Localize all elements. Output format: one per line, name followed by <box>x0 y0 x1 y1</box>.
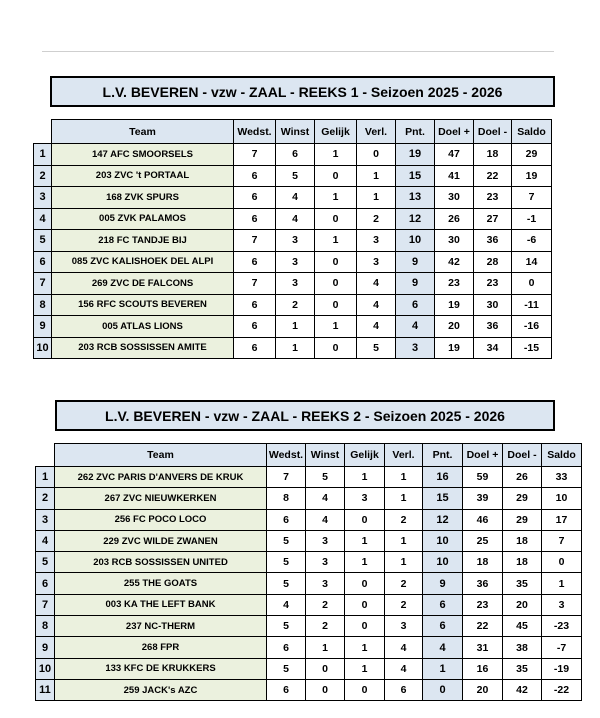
table-row <box>36 637 582 658</box>
rank-cell: 3 <box>36 509 55 530</box>
col-header-lost: Verl. <box>357 120 396 144</box>
draw-cell: 0 <box>315 273 357 295</box>
team-name-cell: 237 NC-THERM <box>55 616 267 637</box>
lost-cell: 3 <box>357 230 396 252</box>
rank-cell: 10 <box>36 658 55 679</box>
team-name-cell: 218 FC TANDJE BIJ <box>52 230 234 252</box>
points-cell: 1 <box>423 658 463 679</box>
goals-against-cell: 28 <box>474 251 512 273</box>
goal-diff-cell: -23 <box>542 616 582 637</box>
table-row <box>36 616 582 637</box>
lost-cell: 1 <box>385 530 423 551</box>
goal-diff-cell: 7 <box>512 187 552 209</box>
rank-cell: 8 <box>36 616 55 637</box>
won-cell: 5 <box>306 467 345 488</box>
lost-cell: 3 <box>357 251 396 273</box>
rank-cell: 10 <box>34 337 52 359</box>
won-cell: 0 <box>306 679 345 700</box>
lost-cell: 4 <box>385 658 423 679</box>
table-row <box>36 658 582 679</box>
table-row <box>34 251 552 273</box>
col-header-won: Winst <box>276 120 315 144</box>
rank-cell: 9 <box>36 637 55 658</box>
goals-against-cell: 18 <box>503 552 542 573</box>
draw-cell: 1 <box>345 658 385 679</box>
played-cell: 6 <box>234 337 276 359</box>
goal-diff-cell: -11 <box>512 294 552 316</box>
goal-diff-cell: -19 <box>542 658 582 679</box>
played-cell: 6 <box>234 294 276 316</box>
rank-cell: 2 <box>34 165 52 187</box>
team-name-cell: 269 ZVC DE FALCONS <box>52 273 234 295</box>
draw-cell: 0 <box>345 573 385 594</box>
draw-cell: 1 <box>345 530 385 551</box>
won-cell: 2 <box>306 616 345 637</box>
played-cell: 7 <box>234 273 276 295</box>
rank-cell: 5 <box>36 552 55 573</box>
goals-for-cell: 30 <box>435 230 474 252</box>
goals-for-cell: 42 <box>435 251 474 273</box>
goals-against-cell: 29 <box>503 488 542 509</box>
rank-cell: 7 <box>34 273 52 295</box>
goals-against-cell: 34 <box>474 337 512 359</box>
team-name-cell: 005 ATLAS LIONS <box>52 316 234 338</box>
team-name-cell: 133 KFC DE KRUKKERS <box>55 658 267 679</box>
played-cell: 8 <box>267 488 306 509</box>
col-header-played: Wedst. <box>234 120 276 144</box>
rank-cell: 4 <box>34 208 52 230</box>
standings-table-reeks-1 <box>33 119 552 359</box>
won-cell: 3 <box>276 230 315 252</box>
goal-diff-cell: 3 <box>542 594 582 615</box>
goals-against-cell: 22 <box>474 165 512 187</box>
col-header-draw: Gelijk <box>345 444 385 467</box>
goals-against-cell: 38 <box>503 637 542 658</box>
team-name-cell: 255 THE GOATS <box>55 573 267 594</box>
won-cell: 4 <box>276 187 315 209</box>
lost-cell: 0 <box>357 144 396 166</box>
points-cell: 3 <box>396 337 435 359</box>
rank-cell: 9 <box>34 316 52 338</box>
goal-diff-cell: -6 <box>512 230 552 252</box>
lost-cell: 1 <box>385 488 423 509</box>
standings-table-reeks-2 <box>35 443 582 701</box>
points-cell: 10 <box>396 230 435 252</box>
standings-title-reeks-1: L.V. BEVEREN - vzw - ZAAL - REEKS 1 - Seizoen 2025 - 2026 <box>50 76 555 107</box>
goals-against-cell: 20 <box>503 594 542 615</box>
won-cell: 0 <box>306 658 345 679</box>
goal-diff-cell: 0 <box>542 552 582 573</box>
goals-for-cell: 16 <box>463 658 503 679</box>
goals-against-cell: 35 <box>503 658 542 679</box>
played-cell: 6 <box>234 187 276 209</box>
goals-for-cell: 47 <box>435 144 474 166</box>
played-cell: 6 <box>267 509 306 530</box>
draw-cell: 0 <box>315 165 357 187</box>
lost-cell: 5 <box>357 337 396 359</box>
table-row <box>34 294 552 316</box>
goals-against-cell: 18 <box>474 144 512 166</box>
team-name-cell: 003 KA THE LEFT BANK <box>55 594 267 615</box>
goal-diff-cell: 17 <box>542 509 582 530</box>
goals-for-cell: 20 <box>435 316 474 338</box>
played-cell: 6 <box>234 208 276 230</box>
lost-cell: 6 <box>385 679 423 700</box>
table-row <box>36 573 582 594</box>
points-cell: 6 <box>423 616 463 637</box>
team-name-cell: 147 AFC SMOORSELS <box>52 144 234 166</box>
goal-diff-cell: 19 <box>512 165 552 187</box>
rank-cell: 8 <box>34 294 52 316</box>
col-header-won: Winst <box>306 444 345 467</box>
rank-cell: 6 <box>36 573 55 594</box>
team-name-cell: 156 RFC SCOUTS BEVEREN <box>52 294 234 316</box>
goals-for-cell: 23 <box>463 594 503 615</box>
header-corner <box>36 444 55 467</box>
points-cell: 9 <box>423 573 463 594</box>
draw-cell: 1 <box>345 467 385 488</box>
goals-for-cell: 18 <box>463 552 503 573</box>
goals-against-cell: 29 <box>503 509 542 530</box>
played-cell: 6 <box>267 679 306 700</box>
won-cell: 3 <box>306 552 345 573</box>
draw-cell: 0 <box>345 679 385 700</box>
lost-cell: 2 <box>385 573 423 594</box>
goals-against-cell: 35 <box>503 573 542 594</box>
lost-cell: 1 <box>385 552 423 573</box>
goal-diff-cell: -22 <box>542 679 582 700</box>
team-name-cell: 168 ZVK SPURS <box>52 187 234 209</box>
lost-cell: 4 <box>357 316 396 338</box>
draw-cell: 0 <box>315 208 357 230</box>
table-row <box>36 552 582 573</box>
team-name-cell: 203 RCB SOSSISSEN UNITED <box>55 552 267 573</box>
points-cell: 6 <box>396 294 435 316</box>
goals-for-cell: 41 <box>435 165 474 187</box>
won-cell: 1 <box>276 316 315 338</box>
played-cell: 5 <box>267 552 306 573</box>
played-cell: 5 <box>267 658 306 679</box>
rank-cell: 6 <box>34 251 52 273</box>
col-header-goal-diff: Saldo <box>512 120 552 144</box>
points-cell: 6 <box>423 594 463 615</box>
team-name-cell: 005 ZVK PALAMOS <box>52 208 234 230</box>
team-name-cell: 203 RCB SOSSISSEN AMITE <box>52 337 234 359</box>
won-cell: 2 <box>276 294 315 316</box>
draw-cell: 0 <box>315 337 357 359</box>
goals-for-cell: 30 <box>435 187 474 209</box>
top-divider <box>42 51 554 52</box>
team-name-cell: 259 JACK's AZC <box>55 679 267 700</box>
points-cell: 16 <box>423 467 463 488</box>
won-cell: 4 <box>306 488 345 509</box>
team-name-cell: 229 ZVC WILDE ZWANEN <box>55 530 267 551</box>
header-corner <box>34 120 52 144</box>
draw-cell: 0 <box>345 594 385 615</box>
col-header-goals-for: Doel + <box>435 120 474 144</box>
played-cell: 6 <box>234 316 276 338</box>
goal-diff-cell: -16 <box>512 316 552 338</box>
goals-against-cell: 18 <box>503 530 542 551</box>
draw-cell: 0 <box>315 251 357 273</box>
goals-against-cell: 26 <box>503 467 542 488</box>
table-row <box>34 273 552 295</box>
team-name-cell: 203 ZVC 't PORTAAL <box>52 165 234 187</box>
won-cell: 3 <box>306 573 345 594</box>
goals-for-cell: 22 <box>463 616 503 637</box>
standings-title-reeks-2: L.V. BEVEREN - vzw - ZAAL - REEKS 2 - Seizoen 2025 - 2026 <box>55 400 555 431</box>
goal-diff-cell: 7 <box>542 530 582 551</box>
goal-diff-cell: 29 <box>512 144 552 166</box>
won-cell: 1 <box>276 337 315 359</box>
col-header-points: Pnt. <box>423 444 463 467</box>
team-name-cell: 268 FPR <box>55 637 267 658</box>
col-header-goal-diff: Saldo <box>542 444 582 467</box>
table-row <box>36 467 582 488</box>
won-cell: 4 <box>276 208 315 230</box>
goals-against-cell: 36 <box>474 316 512 338</box>
goals-for-cell: 25 <box>463 530 503 551</box>
won-cell: 5 <box>276 165 315 187</box>
col-header-team: Team <box>55 444 267 467</box>
draw-cell: 1 <box>345 637 385 658</box>
rank-cell: 11 <box>36 679 55 700</box>
table-row <box>34 144 552 166</box>
table-row <box>34 337 552 359</box>
team-name-cell: 085 ZVC KALISHOEK DEL ALPI <box>52 251 234 273</box>
goals-for-cell: 31 <box>463 637 503 658</box>
goals-for-cell: 19 <box>435 337 474 359</box>
played-cell: 7 <box>267 467 306 488</box>
lost-cell: 4 <box>385 637 423 658</box>
played-cell: 7 <box>234 230 276 252</box>
played-cell: 5 <box>267 616 306 637</box>
lost-cell: 1 <box>357 165 396 187</box>
table-row <box>36 488 582 509</box>
played-cell: 6 <box>267 637 306 658</box>
goal-diff-cell: -7 <box>542 637 582 658</box>
goals-against-cell: 45 <box>503 616 542 637</box>
won-cell: 2 <box>306 594 345 615</box>
draw-cell: 3 <box>345 488 385 509</box>
col-header-draw: Gelijk <box>315 120 357 144</box>
team-name-cell: 262 ZVC PARIS D'ANVERS DE KRUK <box>55 467 267 488</box>
goals-against-cell: 30 <box>474 294 512 316</box>
rank-cell: 2 <box>36 488 55 509</box>
draw-cell: 1 <box>315 187 357 209</box>
goal-diff-cell: -15 <box>512 337 552 359</box>
table-row <box>34 165 552 187</box>
points-cell: 15 <box>423 488 463 509</box>
lost-cell: 2 <box>385 594 423 615</box>
played-cell: 5 <box>267 530 306 551</box>
played-cell: 6 <box>234 251 276 273</box>
points-cell: 10 <box>423 530 463 551</box>
points-cell: 9 <box>396 251 435 273</box>
table-row <box>34 230 552 252</box>
won-cell: 4 <box>306 509 345 530</box>
table-row <box>36 509 582 530</box>
points-cell: 12 <box>396 208 435 230</box>
lost-cell: 4 <box>357 294 396 316</box>
goal-diff-cell: 33 <box>542 467 582 488</box>
played-cell: 6 <box>234 165 276 187</box>
col-header-points: Pnt. <box>396 120 435 144</box>
col-header-goals-for: Doel + <box>463 444 503 467</box>
goals-for-cell: 59 <box>463 467 503 488</box>
goals-for-cell: 46 <box>463 509 503 530</box>
draw-cell: 1 <box>315 316 357 338</box>
goal-diff-cell: 10 <box>542 488 582 509</box>
won-cell: 3 <box>306 530 345 551</box>
rank-cell: 4 <box>36 530 55 551</box>
draw-cell: 0 <box>345 616 385 637</box>
rank-cell: 1 <box>36 467 55 488</box>
lost-cell: 1 <box>357 187 396 209</box>
won-cell: 3 <box>276 273 315 295</box>
won-cell: 6 <box>276 144 315 166</box>
table-row <box>34 316 552 338</box>
goal-diff-cell: 0 <box>512 273 552 295</box>
table-row <box>34 208 552 230</box>
draw-cell: 1 <box>345 552 385 573</box>
goals-against-cell: 23 <box>474 273 512 295</box>
draw-cell: 1 <box>315 230 357 252</box>
lost-cell: 3 <box>385 616 423 637</box>
col-header-played: Wedst. <box>267 444 306 467</box>
points-cell: 10 <box>423 552 463 573</box>
col-header-goals-against: Doel - <box>474 120 512 144</box>
won-cell: 3 <box>276 251 315 273</box>
col-header-team: Team <box>52 120 234 144</box>
goals-against-cell: 42 <box>503 679 542 700</box>
points-cell: 15 <box>396 165 435 187</box>
goals-for-cell: 19 <box>435 294 474 316</box>
played-cell: 5 <box>267 573 306 594</box>
goals-for-cell: 36 <box>463 573 503 594</box>
lost-cell: 1 <box>385 467 423 488</box>
points-cell: 9 <box>396 273 435 295</box>
table-row <box>36 594 582 615</box>
points-cell: 12 <box>423 509 463 530</box>
rank-cell: 1 <box>34 144 52 166</box>
goals-against-cell: 27 <box>474 208 512 230</box>
played-cell: 7 <box>234 144 276 166</box>
won-cell: 1 <box>306 637 345 658</box>
played-cell: 4 <box>267 594 306 615</box>
goal-diff-cell: -1 <box>512 208 552 230</box>
col-header-goals-against: Doel - <box>503 444 542 467</box>
team-name-cell: 256 FC POCO LOCO <box>55 509 267 530</box>
points-cell: 4 <box>396 316 435 338</box>
rank-cell: 7 <box>36 594 55 615</box>
points-cell: 0 <box>423 679 463 700</box>
table-row <box>36 530 582 551</box>
draw-cell: 0 <box>345 509 385 530</box>
lost-cell: 2 <box>385 509 423 530</box>
points-cell: 4 <box>423 637 463 658</box>
goal-diff-cell: 1 <box>542 573 582 594</box>
draw-cell: 0 <box>315 294 357 316</box>
lost-cell: 4 <box>357 273 396 295</box>
col-header-lost: Verl. <box>385 444 423 467</box>
goals-against-cell: 23 <box>474 187 512 209</box>
goals-for-cell: 20 <box>463 679 503 700</box>
goals-against-cell: 36 <box>474 230 512 252</box>
goals-for-cell: 39 <box>463 488 503 509</box>
goals-for-cell: 26 <box>435 208 474 230</box>
points-cell: 13 <box>396 187 435 209</box>
draw-cell: 1 <box>315 144 357 166</box>
rank-cell: 3 <box>34 187 52 209</box>
rank-cell: 5 <box>34 230 52 252</box>
table-row <box>34 187 552 209</box>
lost-cell: 2 <box>357 208 396 230</box>
table-row <box>36 679 582 700</box>
team-name-cell: 267 ZVC NIEUWKERKEN <box>55 488 267 509</box>
points-cell: 19 <box>396 144 435 166</box>
goals-for-cell: 23 <box>435 273 474 295</box>
goal-diff-cell: 14 <box>512 251 552 273</box>
